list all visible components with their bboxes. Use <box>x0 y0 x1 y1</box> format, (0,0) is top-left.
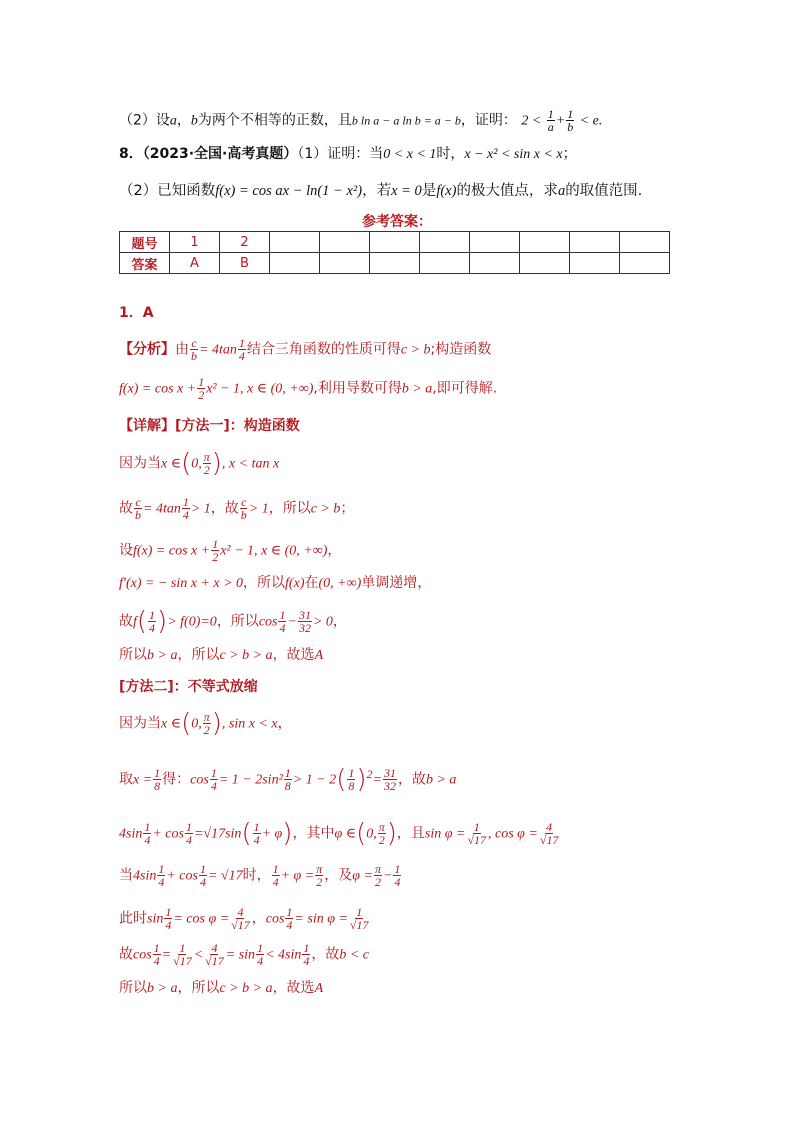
text: ，故 <box>397 771 426 788</box>
num: 1 <box>182 495 189 509</box>
text: 取 <box>119 771 133 788</box>
den: 4 <box>210 779 217 794</box>
text: ， <box>251 910 266 927</box>
text: ,利用导数可得 <box>313 380 402 397</box>
q8-mid2: ，若 <box>362 183 392 199</box>
expr: = sin φ = <box>294 911 348 927</box>
m1-line-6 <box>119 645 323 666</box>
num: π <box>203 710 210 724</box>
text: ，故 <box>311 946 340 963</box>
den: 4 <box>199 875 206 889</box>
expr: cos <box>190 772 209 788</box>
row-label: 答案 <box>120 253 170 274</box>
expr: + φ = <box>280 868 315 884</box>
expr: > f(0)=0 <box>167 614 217 630</box>
m1-line-5 <box>119 606 347 637</box>
frac-1-4 <box>393 863 401 888</box>
expr: 4sin <box>133 868 157 884</box>
frac-31-32 <box>383 767 397 792</box>
den: 4 <box>165 918 172 932</box>
expr: = √17 <box>207 868 243 884</box>
den: √17 <box>349 918 369 932</box>
expr: b > a <box>425 772 457 788</box>
text: 在 <box>304 575 319 591</box>
text: ，所以 <box>268 500 311 517</box>
paren: ( <box>136 606 148 637</box>
q8-mid3: 是 <box>421 183 437 199</box>
expr: f′(x) = − sin x + x > 0 <box>119 576 244 591</box>
method-2-heading: [方法二]：不等式放缩 <box>119 679 258 695</box>
frac-1-4 <box>278 609 286 634</box>
frac-1-4 <box>182 496 190 521</box>
var-a: a <box>169 113 177 129</box>
num: π <box>203 450 210 464</box>
expr: b < c <box>339 947 370 963</box>
frac-pi-2 <box>315 863 323 888</box>
q7-prefix: （2）设 <box>119 112 170 129</box>
table-cell: 1 <box>170 232 220 253</box>
m2-line-1: 因为当x ∈(0, $\frac{\pi}{2}$ ), sin x < x， <box>119 708 292 739</box>
expr: + cos <box>152 826 184 842</box>
q7-condition: b ln a − a ln b = a − b <box>351 113 461 128</box>
num: 1 <box>272 862 279 876</box>
den: b <box>135 508 141 522</box>
den: 32 <box>383 779 396 794</box>
table-cell: A <box>170 253 220 274</box>
num: 1 <box>394 862 401 876</box>
den: √17 <box>173 954 192 968</box>
num: 1 <box>153 941 160 955</box>
den: b <box>567 120 574 134</box>
text: 所以 <box>119 647 147 663</box>
den: √17 <box>231 918 250 932</box>
expr: > 1 − 2 <box>292 772 337 788</box>
q8-fx: f(x) <box>436 183 457 199</box>
den: 4 <box>153 954 160 968</box>
den: 4 <box>279 621 286 635</box>
expr: φ ∈ <box>334 826 357 842</box>
num: 1 <box>199 862 206 876</box>
frac-c-over-b <box>240 496 248 521</box>
analysis-line-1 <box>119 337 491 362</box>
expr: = 4tan <box>143 501 181 517</box>
method-1-title: [方法一]：构造函数 <box>175 418 300 434</box>
expr: = 1 − 2sin² <box>218 772 283 788</box>
text: 时， <box>242 867 271 884</box>
m2-line-4 <box>119 863 402 888</box>
num: 1 <box>286 905 293 919</box>
text: 故 <box>119 613 133 630</box>
q8-number: 8． <box>119 146 143 162</box>
frac-pi-2 <box>203 711 211 736</box>
frac-1-4 <box>256 942 264 967</box>
num: 1 <box>179 941 186 955</box>
m2-line-7 <box>119 978 323 999</box>
frac-1-8 <box>284 767 292 792</box>
row-label: 题号 <box>120 232 170 253</box>
num: π <box>316 862 323 876</box>
num: 1 <box>165 905 172 919</box>
num: 1 <box>547 107 554 121</box>
ineq-right: < e. <box>579 113 603 129</box>
q8-cond2: x = 0 <box>391 183 422 199</box>
var-b: b <box>190 113 198 129</box>
expr: x² − 1, x ∈ (0, +∞) <box>206 381 314 397</box>
text: 结合三角函数的性质可得 <box>246 341 401 358</box>
expr: > 1 <box>190 501 211 517</box>
method-1-heading <box>119 416 300 436</box>
expr: , cos φ = <box>488 826 538 842</box>
den: 4 <box>149 621 156 635</box>
expr: cos <box>265 911 285 927</box>
num: c <box>241 495 247 509</box>
paren: ) <box>356 764 367 795</box>
den: 4 <box>286 918 293 932</box>
paren: ( <box>241 818 252 849</box>
den: 2 <box>198 388 205 402</box>
paren: ( <box>356 818 367 849</box>
num: 1 <box>210 766 217 781</box>
expr: c > b <box>400 342 431 358</box>
text: ； <box>340 500 355 517</box>
frac-1-4 <box>285 906 293 931</box>
den: √17 <box>539 833 559 847</box>
analysis-tag: 【分析】 <box>119 341 175 358</box>
expr: = sin <box>225 947 256 963</box>
num: 31 <box>298 608 311 622</box>
expr: f(x) = cos x + <box>119 381 197 397</box>
text: ，且 <box>396 825 425 842</box>
expr: A <box>314 648 324 663</box>
q8-source: （2023·全国·高考真题） <box>142 146 298 162</box>
comma: ， <box>176 112 191 129</box>
num: 1 <box>567 107 574 121</box>
den: 2 <box>316 875 323 889</box>
num: 1 <box>238 336 245 350</box>
frac-4-sqrt17 <box>204 942 225 967</box>
frac-31-32 <box>298 609 312 634</box>
table-cell: 2 <box>220 232 270 253</box>
num: 1 <box>158 862 165 876</box>
expr: b > a <box>147 648 178 663</box>
expr: − <box>382 868 393 884</box>
frac-1-sqrt17 <box>466 821 487 846</box>
den: 8 <box>348 779 355 794</box>
q8-expr: x − x² < sin x < x <box>464 147 563 162</box>
expr: + φ <box>261 826 283 842</box>
text: ，所以 <box>177 647 220 663</box>
text: 此时 <box>119 910 147 927</box>
analysis-line-2 <box>119 376 497 401</box>
expr: = <box>161 947 172 963</box>
m2-line-3: 4sin $\frac{1}{4}$ + cos $\frac{1}{4}$ =√17sin( $\frac{1}{4}$ + φ)，其中φ ∈(0, $\frac{\pi}{2}$ )，且sin φ = $\frac{1}{√17}$ , cos φ = $\frac{4}{√17}$ <box>119 818 559 849</box>
den: 4 <box>253 833 260 847</box>
num: 1 <box>198 375 205 389</box>
q8-part2-label: （2）已知函数 <box>119 183 216 199</box>
den: 4 <box>158 875 165 889</box>
den: 4 <box>272 875 279 889</box>
expr: + cos <box>166 868 198 884</box>
expr: f(x) = cos x + <box>133 543 211 559</box>
num: 1 <box>279 608 286 622</box>
expr: sin φ = <box>424 826 466 842</box>
text: 得： <box>162 771 191 788</box>
frac-c-over-b <box>134 496 142 521</box>
num: c <box>191 336 197 350</box>
frac-1-4 <box>199 863 207 888</box>
plus: + <box>555 113 566 129</box>
expr: x ∈ <box>161 716 182 732</box>
answers-heading: 参考答案： <box>362 214 432 230</box>
den: 4 <box>394 875 401 889</box>
num: 31 <box>383 766 396 781</box>
q8-mid4: 的极大值点，求 <box>456 183 558 199</box>
text: 故 <box>119 500 133 517</box>
text: ;构造函数 <box>430 341 492 358</box>
text: 因为当 <box>119 455 161 472</box>
num: 1 <box>348 766 355 781</box>
paren: ) <box>211 448 222 479</box>
expr: = 4tan <box>199 342 237 358</box>
table-cell: B <box>220 253 270 274</box>
q8-cond: 0 < x < 1 <box>383 147 437 162</box>
num: π <box>378 820 385 834</box>
q8-mid: 时， <box>436 146 465 162</box>
paren: ( <box>336 764 347 795</box>
sqrt-17: √17 <box>203 826 226 842</box>
frac-1-4 <box>302 942 310 967</box>
frac-1-8 <box>153 767 161 792</box>
q7-prove: ，证明： <box>460 112 517 129</box>
q8-end2: 的取值范围. <box>565 183 643 199</box>
text: ， <box>277 715 292 732</box>
expr: , x < tan x <box>221 456 280 472</box>
frac-1-4 <box>185 821 193 846</box>
num: 1 <box>253 820 260 834</box>
num: 4 <box>546 820 553 834</box>
den: 4 <box>238 349 245 363</box>
m2-line-6 <box>119 942 369 967</box>
num: 1 <box>154 766 161 781</box>
expr: x ∈ <box>161 456 182 472</box>
frac-1-4 <box>153 942 161 967</box>
expr: < <box>193 947 204 963</box>
paren: ( <box>181 448 192 479</box>
text: ，及 <box>324 867 353 884</box>
frac-1-8 <box>347 767 355 792</box>
m1-line-2 <box>119 496 354 521</box>
expr: 4sin <box>119 826 143 842</box>
num: 1 <box>473 820 480 834</box>
q8-a: a <box>557 183 566 199</box>
expr: b > a <box>401 381 433 397</box>
expr: x = <box>133 772 153 788</box>
den: 32 <box>298 621 311 635</box>
m1-line-3 <box>119 538 341 563</box>
expr: (0, +∞) <box>318 576 362 591</box>
num: 1 <box>284 766 291 781</box>
den: 2 <box>203 723 210 737</box>
frac-1-2 <box>197 376 205 401</box>
expr: = cos φ = <box>173 911 230 927</box>
num: 1 <box>212 537 219 551</box>
text: 单调递增， <box>361 575 432 591</box>
den: 4 <box>185 833 192 847</box>
den: 8 <box>284 779 291 794</box>
den: 8 <box>154 779 161 794</box>
frac-c-over-b <box>190 337 198 362</box>
frac-4-sqrt17 <box>539 821 560 846</box>
frac-1-2 <box>211 538 219 563</box>
frac-1-4 <box>253 821 261 846</box>
paren: ( <box>181 708 192 739</box>
text: 所以 <box>119 980 147 996</box>
den: 4 <box>257 954 264 968</box>
paren: ) <box>282 818 293 849</box>
paren: ) <box>157 606 168 637</box>
text: 设 <box>119 542 133 559</box>
frac-1-4 <box>143 821 151 846</box>
frac-1-4 <box>238 337 246 362</box>
frac-4-sqrt17 <box>230 906 251 931</box>
m2-line-2: 取x = $\frac{1}{8}$ 得：cos $\frac{1}{4}$ = 1 − 2sin² $\frac{1}{8}$ > 1 − 2( $\frac{1}{8}$ )$^2$= $\frac{31}{32}$ ，故b > a <box>119 764 457 795</box>
expr: x² − 1, x ∈ (0, +∞) <box>220 543 328 559</box>
paren: ) <box>211 708 222 739</box>
num: c <box>135 495 141 509</box>
frac-1-sqrt17 <box>349 906 370 931</box>
text: ，其中 <box>292 825 335 842</box>
expr: sin <box>147 911 164 927</box>
den: a <box>547 120 554 134</box>
text: ，故选 <box>272 980 315 996</box>
text: ,即可得解. <box>432 380 498 397</box>
m1-line-4 <box>119 573 431 594</box>
den: 4 <box>303 954 310 968</box>
expr: f <box>133 614 137 630</box>
m2-line-5 <box>119 906 371 931</box>
den: √17 <box>467 833 487 847</box>
text: 故 <box>119 946 133 963</box>
expr: sin <box>225 826 242 842</box>
den: 2 <box>212 550 219 564</box>
den: 2 <box>378 833 385 847</box>
num: 1 <box>356 905 363 919</box>
frac-1-4 <box>272 863 280 888</box>
num: 1 <box>185 820 192 834</box>
text: 由 <box>175 341 189 358</box>
m1-line-1: 因为当x ∈(0, $\frac{\pi}{2}$ ), x < tan x <box>119 448 280 479</box>
ineq-left: 2 < <box>521 113 542 129</box>
den: 2 <box>203 463 210 477</box>
text: ，所以 <box>177 980 220 996</box>
expr: cos <box>258 614 278 630</box>
num: 1 <box>149 608 156 622</box>
text: ， <box>327 542 342 559</box>
paren: ) <box>386 818 397 849</box>
text: 当 <box>119 867 133 884</box>
expr: < 4sin <box>265 947 302 963</box>
frac-1-4 <box>148 609 156 634</box>
expr: f(x) <box>285 576 305 591</box>
expr: > 0 <box>312 614 333 630</box>
frac-1-4 <box>157 863 165 888</box>
frac-pi-2 <box>374 863 382 888</box>
text: ，故 <box>210 500 239 517</box>
num: 4 <box>237 905 244 919</box>
text: ，所以 <box>243 575 286 591</box>
expr: , sin x < x <box>221 716 278 732</box>
expr: > 1 <box>248 501 269 517</box>
num: 4 <box>211 941 218 955</box>
frac-1-4 <box>210 767 218 792</box>
text: 因为当 <box>119 715 161 732</box>
expr: cos <box>133 947 152 963</box>
expr: A <box>314 981 324 996</box>
detail-tag: 【详解】 <box>119 418 175 434</box>
frac-pi-2 <box>203 451 211 476</box>
expr: − <box>287 614 297 630</box>
expr: = <box>193 826 204 842</box>
solution-title: 1．A <box>119 305 154 321</box>
den: √17 <box>205 954 224 968</box>
q8-end: ； <box>562 146 577 162</box>
num: 1 <box>303 941 310 955</box>
expr: c > b > a <box>219 981 273 996</box>
frac-1-sqrt17 <box>172 942 193 967</box>
den: b <box>240 508 247 522</box>
num: π <box>374 862 381 876</box>
expr: b > a <box>147 981 178 996</box>
frac-1-4 <box>164 906 172 931</box>
den: 4 <box>144 833 151 847</box>
expr: φ = <box>352 868 373 884</box>
q8-part1-label: （1）证明：当 <box>297 146 384 162</box>
den: 2 <box>374 875 381 889</box>
frac-pi-2 <box>378 821 386 846</box>
text: ， <box>332 613 347 630</box>
den: 4 <box>182 508 189 522</box>
q8-func: f(x) = cos ax − ln(1 − x²) <box>215 183 363 199</box>
expr: c > b <box>310 501 341 517</box>
expr: c > b > a <box>219 648 273 663</box>
text: ，故选 <box>272 647 315 663</box>
num: 1 <box>144 820 151 834</box>
q7-text: 为两个不相等的正数，且 <box>197 112 352 129</box>
num: 1 <box>257 941 264 955</box>
text: ，所以 <box>216 613 259 630</box>
den: b <box>191 349 197 363</box>
expr: = <box>372 772 382 788</box>
